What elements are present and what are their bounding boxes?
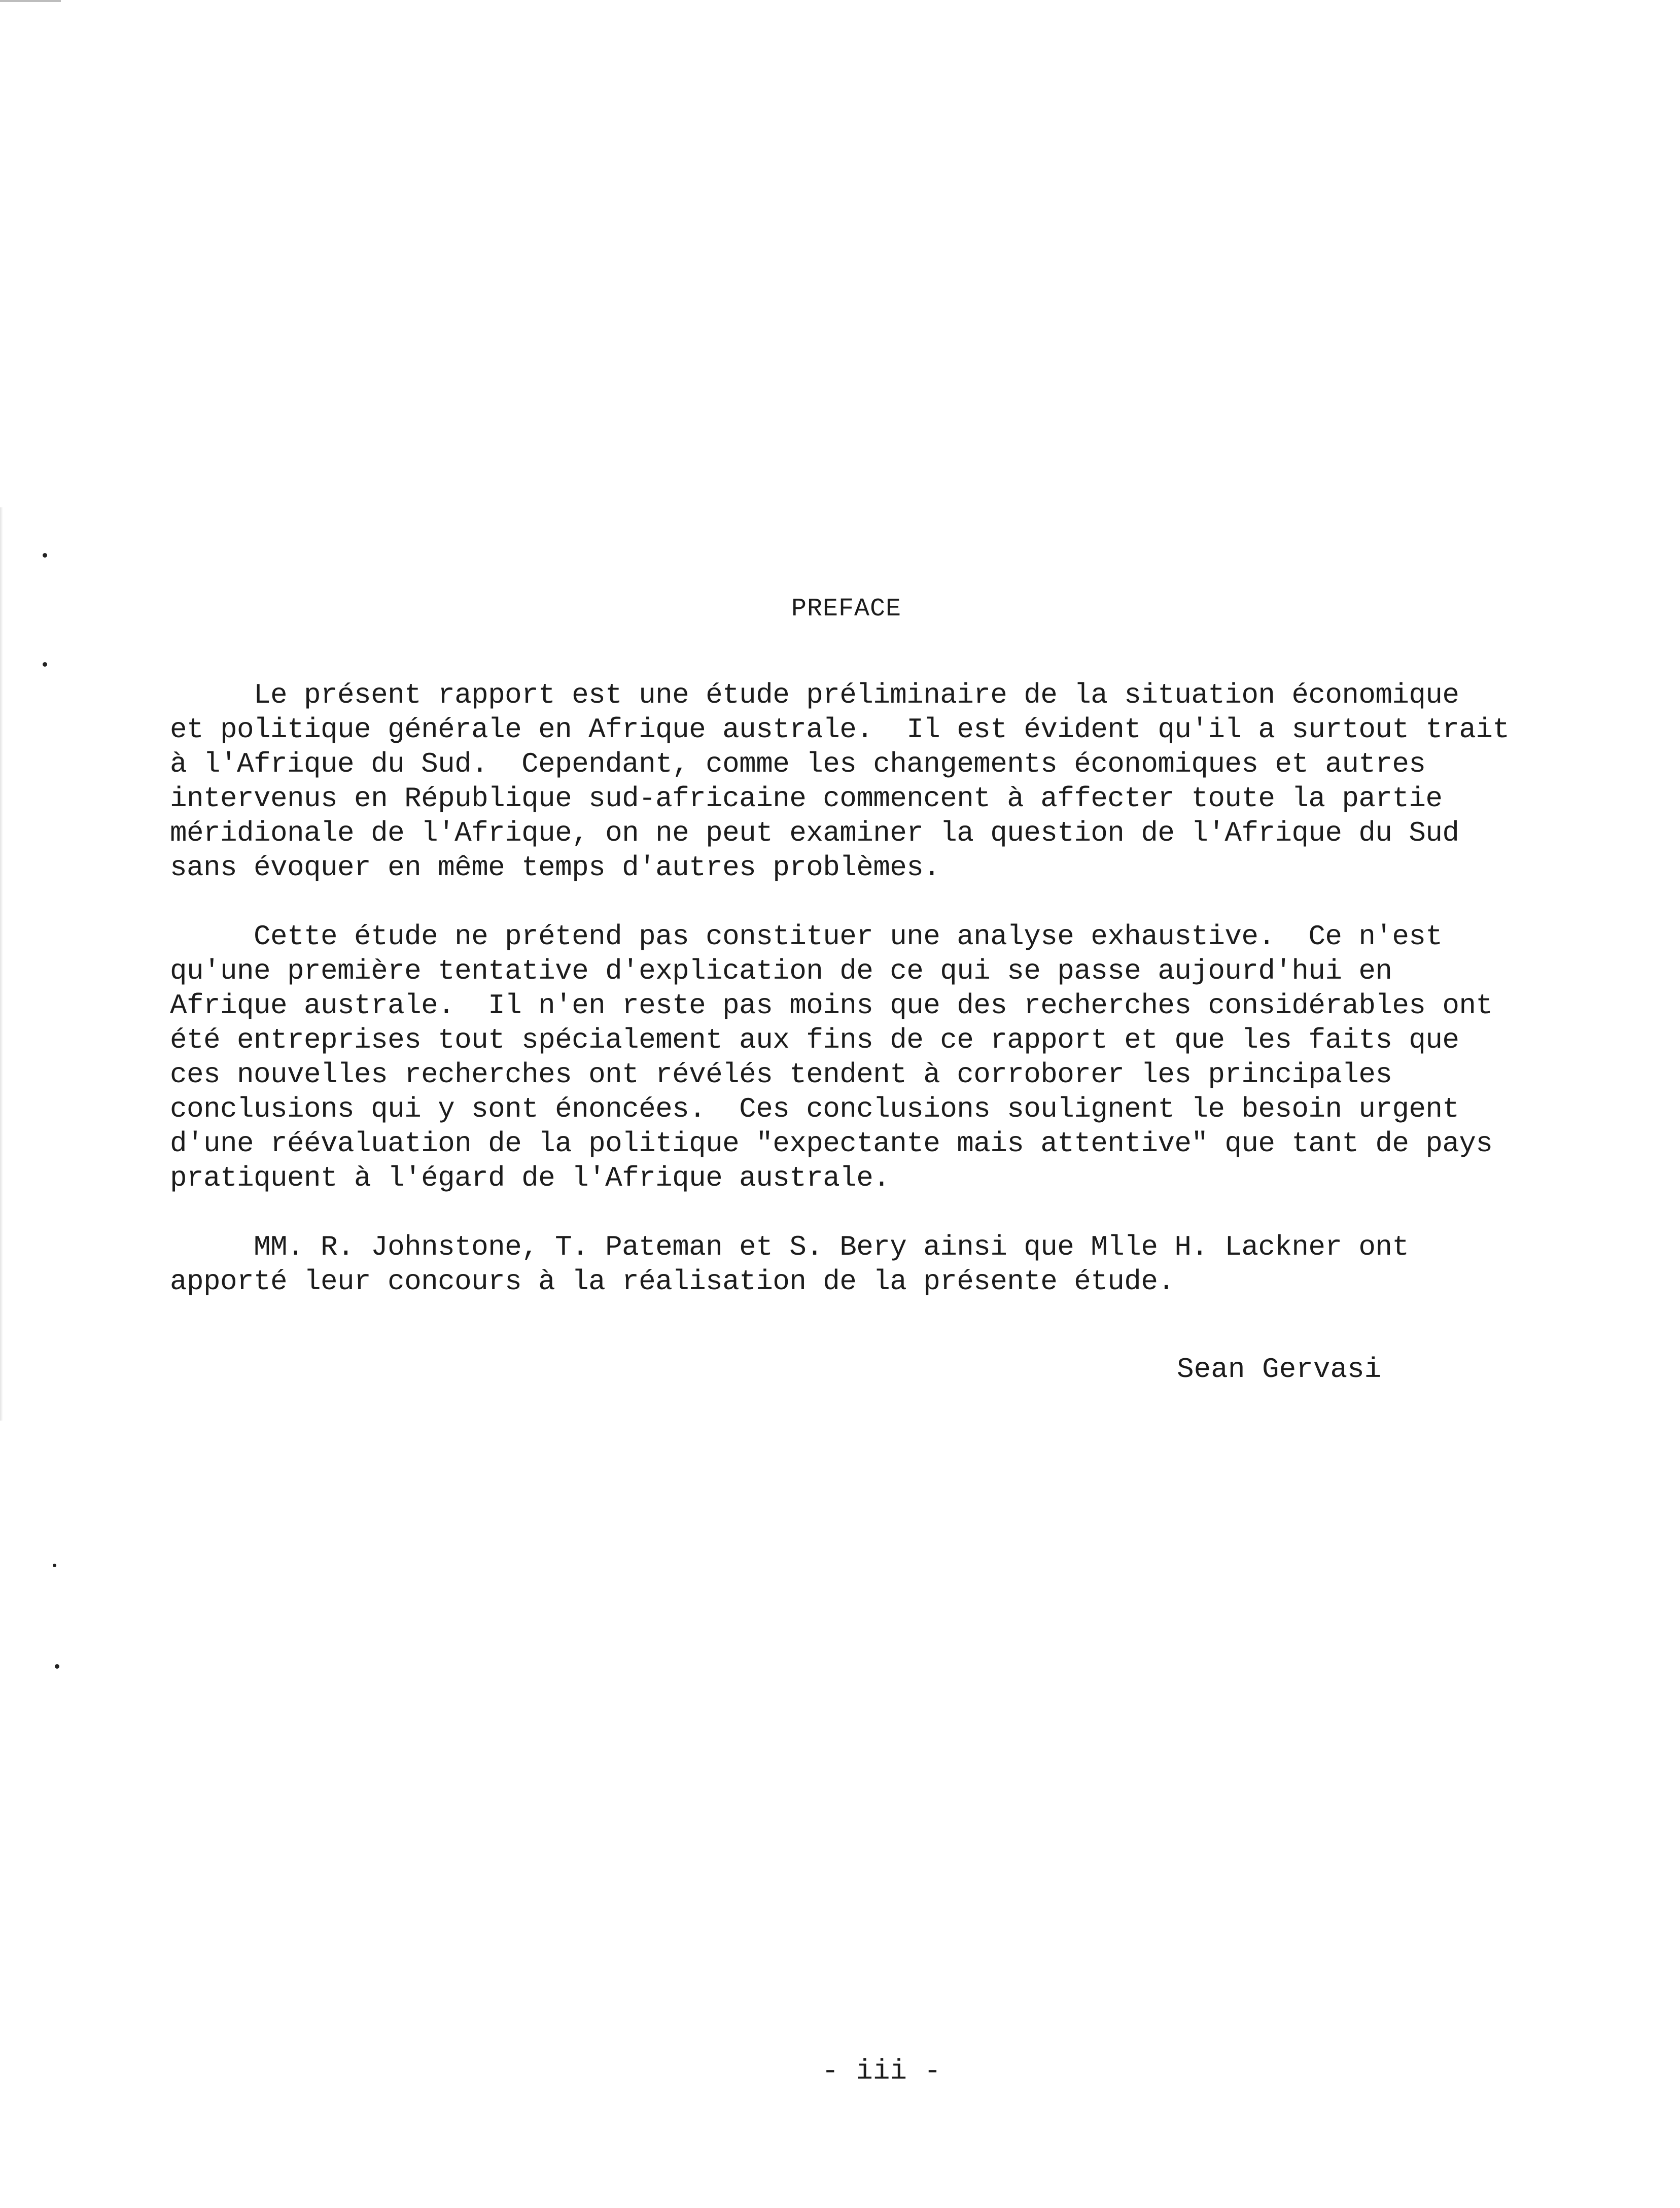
paragraph-2-line: ces nouvelles recherches ont révélés tendent à corroborer les principales <box>170 1058 1392 1091</box>
paragraph-2-line: pratiquent à l'égard de l'Afrique australe. <box>170 1162 890 1194</box>
paragraph-1-line: sans évoquer en même temps d'autres problèmes. <box>170 851 940 884</box>
paragraph-2-line: qu'une première tentative d'explication de ce qui se passe aujourd'hui en <box>170 955 1392 987</box>
binder-hole-mark <box>55 1664 59 1669</box>
paragraph-1-line: Le présent rapport est une étude préliminaire de la situation économique <box>170 679 1459 711</box>
paragraph-3-line: MM. R. Johnstone, T. Pateman et S. Bery ainsi que Mlle H. Lackner ont <box>170 1231 1409 1263</box>
paragraph-1-line: et politique générale en Afrique australe. Il est évident qu'il a surtout trait <box>170 713 1510 746</box>
author-signature: Sean Gervasi <box>1177 1353 1382 1386</box>
page-title: PREFACE <box>791 595 902 624</box>
paragraph-2-line: Afrique australe. Il n'en reste pas moins que des recherches considérables ont <box>170 989 1493 1022</box>
binder-hole-mark <box>43 662 47 667</box>
scan-left-edge <box>0 507 3 1421</box>
paragraph-2-line: d'une réévaluation de la politique "expectante mais attentive" que tant de pays <box>170 1127 1493 1160</box>
paragraph-3-line: apporté leur concours à la réalisation de la présente étude. <box>170 1265 1175 1298</box>
binder-hole-mark <box>43 553 47 558</box>
paragraph-2-line: été entreprises tout spécialement aux fins de ce rapport et que les faits que <box>170 1024 1459 1056</box>
page-number: - iii - <box>822 2055 941 2087</box>
paragraph-1-line: méridionale de l'Afrique, on ne peut examiner la question de l'Afrique du Sud <box>170 817 1459 849</box>
scan-top-edge <box>0 0 61 2</box>
binder-hole-mark <box>53 1564 56 1567</box>
paragraph-2-line: conclusions qui y sont énoncées. Ces conclusions soulignent le besoin urgent <box>170 1093 1459 1125</box>
paragraph-1-line: à l'Afrique du Sud. Cependant, comme les changements économiques et autres <box>170 748 1426 780</box>
paragraph-2-line: Cette étude ne prétend pas constituer une analyse exhaustive. Ce n'est <box>170 920 1443 953</box>
paragraph-1-line: intervenus en République sud-africaine commencent à affecter toute la partie <box>170 782 1443 815</box>
